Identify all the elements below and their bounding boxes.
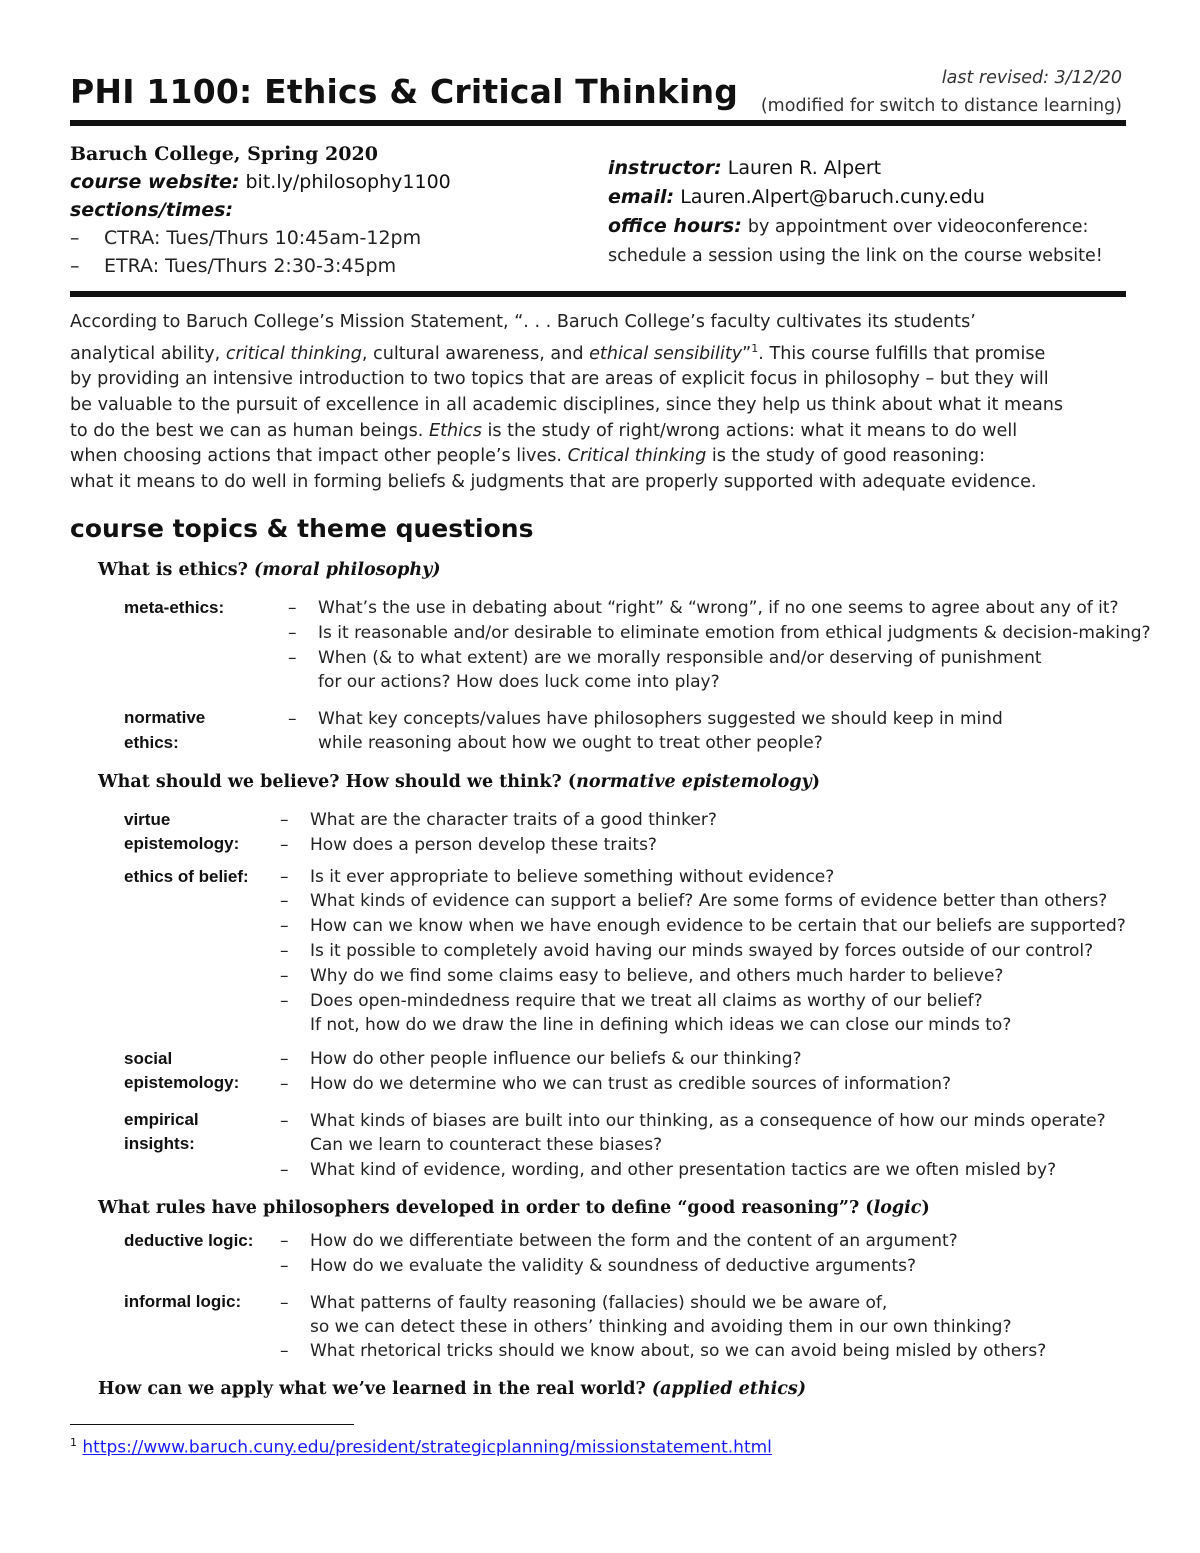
topic-label: insights: xyxy=(124,1134,195,1153)
topic-label: virtue xyxy=(124,810,171,829)
footnote-rule xyxy=(70,1424,354,1425)
question-heading: What is ethics? (moral philosophy) xyxy=(98,560,441,580)
list-item: – What kinds of biases are built into our thinking, as a consequence of how our minds operate? xyxy=(280,1111,1106,1131)
header-rule-bottom xyxy=(70,291,1126,297)
revision-note xyxy=(761,64,1122,120)
list-item: – Is it ever appropriate to believe something without evidence? xyxy=(280,867,835,887)
course-website-line xyxy=(70,168,451,196)
list-item: – How do we evaluate the validity & soundness of deductive arguments? xyxy=(280,1256,916,1276)
email-link[interactable]: Lauren.Alpert@baruch.cuny.edu xyxy=(680,186,985,208)
list-item: – What rhetorical tricks should we know about, so we can avoid being misled by others? xyxy=(280,1341,1047,1361)
topic-label: ethics of belief: xyxy=(124,867,249,886)
list-item: – Is it reasonable and/or desirable to eliminate emotion from ethical judgments & decision-making? xyxy=(288,623,1151,643)
list-item: – What kinds of evidence can support a belief? Are some forms of evidence better than others? xyxy=(280,891,1108,911)
website-label: course website: xyxy=(70,171,240,193)
topic-label: informal logic: xyxy=(124,1292,242,1311)
topic-label: deductive logic: xyxy=(124,1231,254,1250)
question-heading: What should we believe? How should we think? (normative epistemology) xyxy=(98,772,821,792)
section-item: – ETRA: Tues/Thurs 2:30-3:45pm xyxy=(70,255,397,277)
topic-label: social xyxy=(124,1049,173,1068)
list-item-cont: Can we learn to counteract these biases? xyxy=(310,1135,663,1155)
instructor-line: instructor: Lauren R. Alpert xyxy=(608,157,882,179)
page-title: PHI 1100: Ethics & Critical Thinking xyxy=(70,72,739,111)
list-item: – How do other people influence our beliefs & our thinking? xyxy=(280,1049,802,1069)
topic-label: ethics: xyxy=(124,733,179,752)
office-hours-detail: schedule a session using the link on the course website! xyxy=(608,246,1103,266)
header-rule-top xyxy=(70,120,1126,126)
list-item: – What key concepts/values have philosophers suggested we should keep in mind xyxy=(288,709,1003,729)
topic-label: epistemology: xyxy=(124,834,240,853)
topic-label: meta-ethics: xyxy=(124,598,225,617)
list-item-cont: for our actions? How does luck come into play? xyxy=(318,672,720,692)
question-heading: What rules have philosophers developed in order to define “good reasoning”? (logic) xyxy=(98,1198,930,1218)
list-item: – Is it possible to completely avoid having our minds swayed by forces outside of our control? xyxy=(280,941,1094,961)
course-info-right xyxy=(608,154,1103,271)
list-item: – How does a person develop these traits? xyxy=(280,835,657,855)
office-hours-line: office hours: by appointment over videoconference: xyxy=(608,215,1089,237)
last-revised: last revised: 3/12/20 xyxy=(941,68,1122,88)
list-item: – How can we know when we have enough evidence to be certain that our beliefs are supported? xyxy=(280,916,1126,936)
list-item: – What kind of evidence, wording, and other presentation tactics are we often misled by? xyxy=(280,1160,1057,1180)
list-item: – Why do we find some claims easy to believe, and others much harder to believe? xyxy=(280,966,1004,986)
list-item: – How do we determine who we can trust as credible sources of information? xyxy=(280,1074,952,1094)
list-item: – What are the character traits of a good thinker? xyxy=(280,810,717,830)
list-item: – Does open-mindedness require that we treat all claims as worthy of our belief? xyxy=(280,991,983,1011)
topic-label: epistemology: xyxy=(124,1073,240,1092)
list-item: – What patterns of faulty reasoning (fallacies) should we be aware of, xyxy=(280,1293,888,1313)
topic-label: normative xyxy=(124,708,206,727)
list-item: – What’s the use in debating about “right” & “wrong”, if no one seems to agree about any of it? xyxy=(288,598,1119,618)
footnote-number: 1 xyxy=(70,1436,77,1449)
college-term: Baruch College, Spring 2020 xyxy=(70,143,378,165)
section-item: – CTRA: Tues/Thurs 10:45am-12pm xyxy=(70,227,422,249)
course-info-left xyxy=(70,140,451,280)
sections-label: sections/times: xyxy=(70,199,234,221)
instructor-name: Lauren R. Alpert xyxy=(727,157,882,179)
mission-statement-link[interactable]: https://www.baruch.cuny.edu/president/strategicplanning/missionstatement.html xyxy=(82,1437,772,1458)
topic-label: empirical xyxy=(124,1110,199,1129)
footnote-ref[interactable]: 1 xyxy=(751,341,759,355)
list-item-cont: while reasoning about how we ought to treat other people? xyxy=(318,733,823,753)
section-heading: course topics & theme questions xyxy=(70,514,534,543)
intro-paragraph: According to Baruch College’s Mission Statement, “. . . Baruch College’s faculty cultivates its students’ analytical ability, critical thinking, cultural awareness, and ethical sensibility”$^1$. This course fulfills that promise by providing an intensive introduction to two topics that are areas of explicit focus in philosophy – but they will be valuable to the pursuit of excellence in all academic disciplines, since they help us think about what it means to do the best we can as human beings. Ethics is the study of right/wrong actions: what it means to do well when choosing actions that impact other people’s lives. Critical thinking is the study of good reasoning: what it means to do well in forming beliefs & judgments that are properly supported with adequate evidence. xyxy=(70,312,1064,493)
question-heading: How can we apply what we’ve learned in the real world? (applied ethics) xyxy=(98,1379,807,1399)
modified-note: (modified for switch to distance learning) xyxy=(760,96,1122,116)
list-item-cont: so we can detect these in others’ thinking and avoiding them in our own thinking? xyxy=(310,1317,1012,1337)
list-item: – When (& to what extent) are we morally responsible and/or deserving of punishment xyxy=(288,648,1042,668)
email-line: email: Lauren.Alpert@baruch.cuny.edu xyxy=(608,186,985,208)
list-item: – How do we differentiate between the form and the content of an argument? xyxy=(280,1231,958,1251)
course-website-link[interactable]: bit.ly/philosophy1100 xyxy=(245,171,451,193)
footnote xyxy=(70,1436,772,1458)
list-item-cont: If not, how do we draw the line in defining which ideas we can close our minds to? xyxy=(310,1015,1012,1035)
